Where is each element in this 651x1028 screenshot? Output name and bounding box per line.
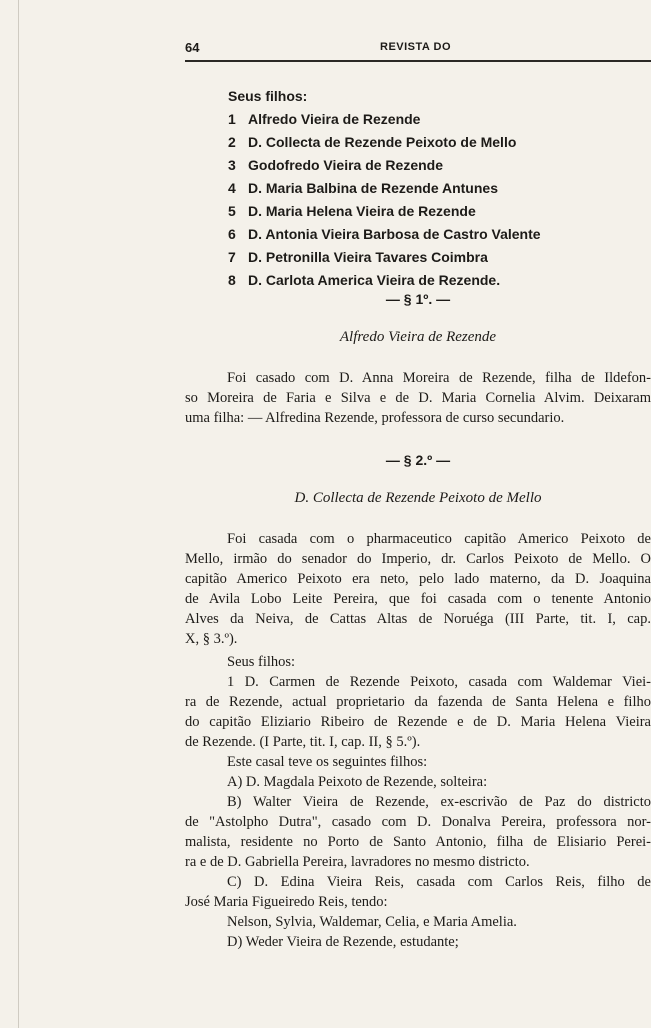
section-2-paragraph: Foi casada com o pharmaceutico capitão Americo Peixoto de Mello, irmão do senador do Imperio, dr. Carlos Peixoto de Mello. O capitão Americo Peixoto era neto, pelo lado materno, da D. Joaquina de Avila Lobo Leite Pereira, que foi casada com o tenente Antonio Alves da Neiva, de Cattas Altas de Noruéga (III Parte, tit. I, cap. X, § 3.º). [185, 531, 651, 647]
list-item: 3 Godofredo Vieira de Rezende [228, 157, 444, 173]
list-item: 7 D. Petronilla Vieira Tavares Coimbra [228, 249, 488, 265]
page-edge-line [18, 0, 19, 1028]
couple-intro: Este casal teve os seguintes filhos: [227, 754, 428, 770]
section-2-children: Seus filhos: 1 D. Carmen de Rezende Peixoto, casada com Waldemar Viei- ra de Rezende, actual proprietario da fazenda de Santa Helena e filho do capitão Eliziario Ribeiro de Rezende e de D. Maria Helena Vieira de Rezende. (I Parte, tit. I, cap. II, § 5.º). Este casal teve os seguintes filhos: A) D. Magdala Peixoto de Rezende, solteira: B) Walter Vieira de Rezende, ex-escrivão de Paz do districto de "Astolpho Dutra", casado com D. Donalva Pereira, professora nor- malista, residente no Porto de Santo Antonio, filha de Elisiario Perei- ra e de D. Gabriella Pereira, lavradores no mesmo districto. C) D. Edina Vieira Reis, casada com Carlos Reis, filho de José Maria Figueiredo Reis, tendo: Nelson, Sylvia, Waldemar, Celia, e Maria Amelia. D) Weder Vieira de Rezende, estudante; [185, 654, 651, 950]
children-list-title: Seus filhos: [228, 88, 308, 104]
children-list [228, 85, 648, 292]
running-header [185, 36, 651, 60]
list-item: 4 D. Maria Balbina de Rezende Antunes [228, 180, 498, 196]
item-c: C) D. Edina Vieira Reis, casada com Carlos Reis, filho de [227, 874, 651, 890]
list-item: 5 D. Maria Helena Vieira de Rezende [228, 203, 476, 219]
section-1-mark: — § 1º. — [385, 291, 451, 307]
list-item: 1 Alfredo Vieira de Rezende [228, 111, 421, 127]
item-d: D) Weder Vieira de Rezende, estudante; [227, 934, 459, 950]
page-number: 64 [185, 40, 200, 55]
section-2-mark: — § 2.º — [385, 452, 451, 468]
list-item: 8 D. Carlota America Vieira de Rezende. [228, 272, 501, 288]
list-item: 2 D. Collecta de Rezende Peixoto de Mello [228, 134, 517, 150]
section-2-title: D. Collecta de Rezende Peixoto de Mello [294, 490, 542, 506]
header-rule [185, 60, 651, 62]
section-1-paragraph: Foi casado com D. Anna Moreira de Rezende, filha de Ildefon- so Moreira de Faria e Silva e de D. Maria Cornelia Alvim. Deixaram uma filha: — Alfredina Rezende, professora de curso secundario. [185, 370, 651, 426]
children-intro: Seus filhos: [227, 654, 296, 670]
item-c-children: Nelson, Sylvia, Waldemar, Celia, e Maria Amelia. [227, 914, 517, 930]
item-a: A) D. Magdala Peixoto de Rezende, solteira: [227, 774, 488, 790]
journal-title: REVISTA DO [380, 41, 452, 53]
item-b: B) Walter Vieira de Rezende, ex-escrivão de Paz do districto [227, 794, 651, 810]
child-1-line: 1 D. Carmen de Rezende Peixoto, casada com Waldemar Viei- [227, 674, 651, 690]
section-1-title: Alfredo Vieira de Rezende [339, 329, 497, 345]
list-item: 6 D. Antonia Vieira Barbosa de Castro Valente [228, 226, 541, 242]
document-page [185, 36, 651, 950]
